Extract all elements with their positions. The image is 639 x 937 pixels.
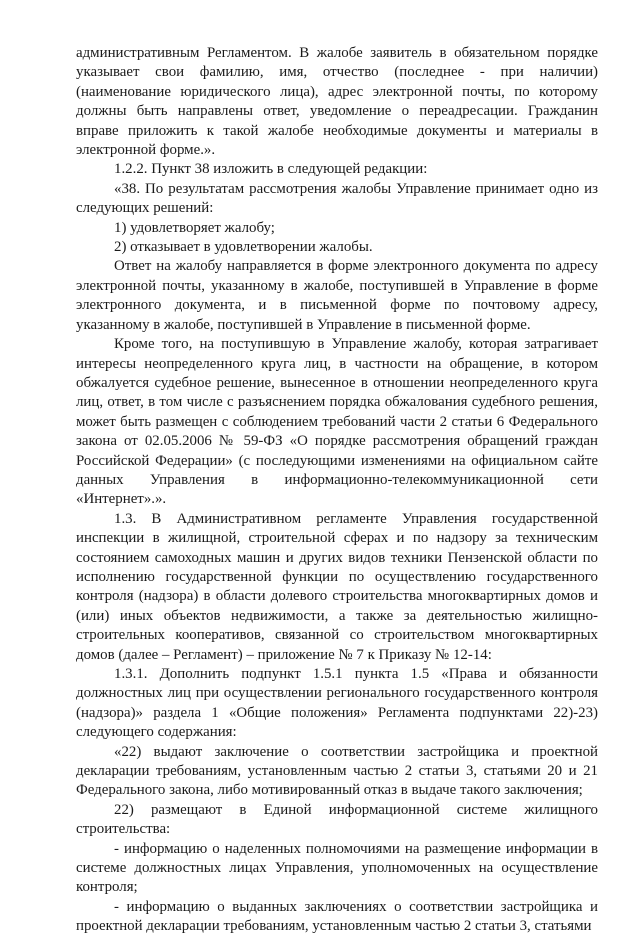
paragraph: 1.3. В Административном регламенте Управления государственной инспекции в жилищной, строительной сферах и по надзору за техническим состоянием самоходных машин и других видов техники Пензенской области по исполнению государственной функции по осуществлению государственного контроля (надзора) в области долевого строительства многоквартирных домов и (или) иных объектов недвижимости, а также за деятельностью жилищно-строительных кооперативов, связанной со строительством многоквартирных домов (далее – Регламент) – приложение № 7 к Приказу № 12-14: [76,510,598,663]
paragraph: - информацию о наделенных полномочиями на размещение информации в системе должностных лицах Управления, уполномоченных на осуществление контроля; [76,840,598,896]
paragraph: «38. По результатам рассмотрения жалобы Управление принимает одно из следующих решений: [76,180,598,217]
paragraph: «22) выдают заключение о соответствии застройщика и проектной декларации требованиям, установленным частью 2 статьи 3, статьями 20 и 21 Федерального закона, либо мотивированный отказ в выдаче такого заключения; [76,743,598,799]
paragraph: - информацию о выданных заключениях о соответствии застройщика и проектной декларации требованиям, установленным частью 2 статьи 3, статьями [76,898,598,935]
paragraph: 1.3.1. Дополнить подпункт 1.5.1 пункта 1.5 «Права и обязанности должностных лиц при осуществлении регионального государственного контроля (надзора)» раздела 1 «Общие положения» Регламента подпунктами 22)-23) следующего содержания: [76,666,598,741]
paragraph: Ответ на жалобу направляется в форме электронного документа по адресу электронной почты, указанному в жалобе, поступившей в Управление в форме электронного документа, и в письменной форме по почтовому адресу, указанному в жалобе, поступившей в Управление в письменной форме. [76,258,598,333]
paragraph: 1.2.2. Пункт 38 изложить в следующей редакции: [114,161,428,178]
paragraph: 22) размещают в Единой информационной системе жилищного строительства: [76,801,598,838]
document-body [76,44,598,937]
paragraph: 1) удовлетворяет жалобу; [114,219,275,236]
paragraph: Кроме того, на поступившую в Управление жалобу, которая затрагивает интересы неопределенного круга лиц, в частности на обращение, в котором обжалуется судебное решение, вынесенное в отношении неопределенного круга лиц, ответ, в том числе с разъяснением порядка обжалования судебного решения, может быть размещен с соблюдением требований части 2 статьи 6 Федерального закона от 02.05.2006 № 59-ФЗ «О порядке рассмотрения обращений граждан Российской Федерации» (с последующими изменениями на официальном сайте данных Управления в информационно-телекоммуникационной сети «Интернет».». [76,336,598,508]
paragraph: 2) отказывает в удовлетворении жалобы. [114,239,373,256]
paragraph: административным Регламентом. В жалобе заявитель в обязательном порядке указывает свои фамилию, имя, отчество (последнее - при наличии) (наименование юридического лица), адрес электронной почты, по которому должны быть направлены ответ, уведомление о переадресации. Гражданин вправе приложить к такой жалобе необходимые документы и материалы в электронной форме.». [76,45,598,159]
